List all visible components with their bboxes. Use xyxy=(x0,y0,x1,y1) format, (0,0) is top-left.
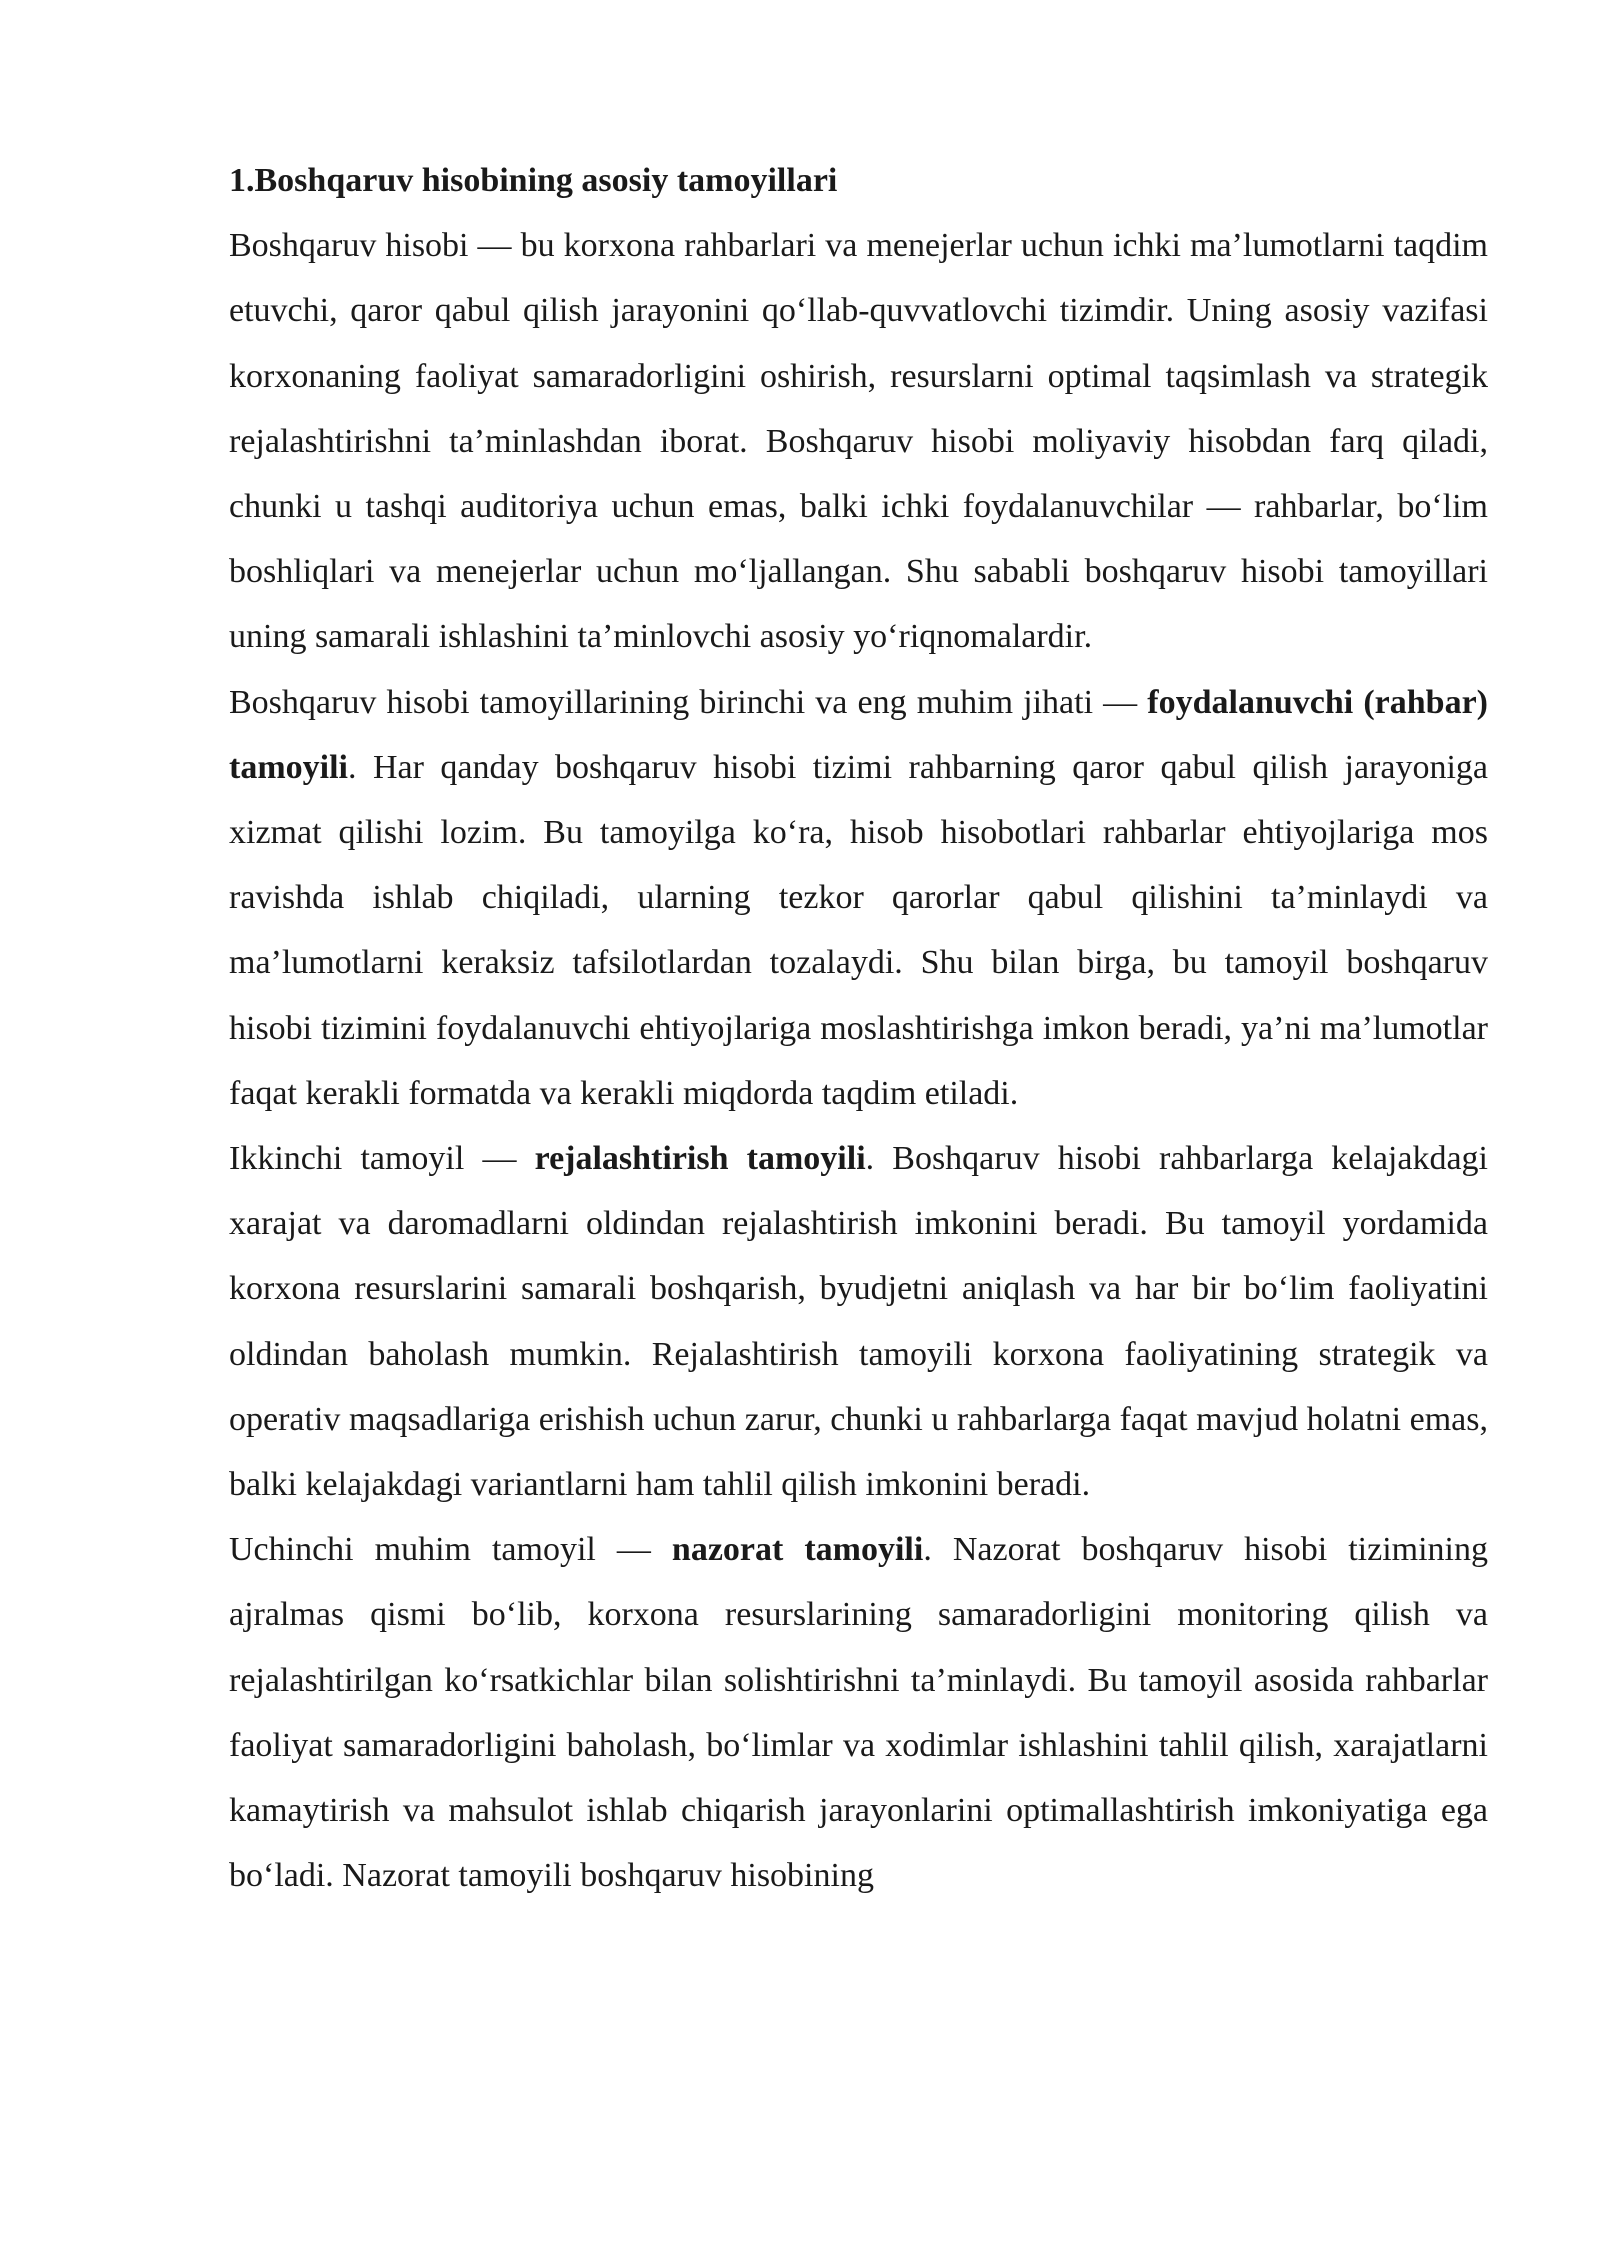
bold-term: rejalashtirish tamoyili xyxy=(534,1140,866,1178)
paragraph-text: Uchinchi muhim tamoyil — xyxy=(229,1531,672,1569)
paragraph-user-principle xyxy=(229,670,1488,1126)
paragraph-text: Boshqaruv hisobi tamoyillarining birinchi va eng muhim jihati — xyxy=(229,683,1148,721)
paragraph-control-principle xyxy=(229,1517,1488,1908)
section-heading: 1.Boshqaruv hisobining asosiy tamoyillari xyxy=(229,162,838,199)
paragraph-text: Boshqaruv hisobi — bu korxona rahbarlari va menejerlar uchun ichki ma’lumotlarni taqdim etuvchi, qaror qabul qilish jarayonini qo‘llab-quvvatlovchi tizimdir. Uning asosiy vazifasi korxonaning faoliyat samaradorligini oshirish, resurslarni optimal taqsimlash va strategik rejalashtirishni ta’minlashdan iborat. Boshqaruv hisobi moliyaviy hisobdan farq qiladi, chunki u tashqi auditoriya uchun emas, balki ichki foydalanuvchilar — rahbarlar, bo‘lim boshliqlari va menejerlar uchun mo‘ljallangan. Shu sababli boshqaruv hisobi tamoyillari uning samarali ishlashini ta’minlovchi asosiy yo‘riqnomalardir. xyxy=(229,227,1488,656)
document-page xyxy=(229,148,1488,1908)
paragraph-planning-principle xyxy=(229,1126,1488,1517)
bold-term: nazorat tamoyili xyxy=(671,1531,924,1569)
paragraph-intro xyxy=(229,213,1488,669)
paragraph-text: Ikkinchi tamoyil — xyxy=(229,1140,535,1178)
bold-term: foydalanuvchi (rahbar) tamoyili xyxy=(229,683,1488,786)
paragraph-text: . Nazorat boshqaruv hisobi tizimining ajralmas qismi bo‘lib, korxona resurslarining samaradorligini monitoring qilish va rejalashtirilgan ko‘rsatkichlar bilan solishtirishni ta’minlaydi. Bu tamoyil asosida rahbarlar faoliyat samaradorligini baholash, bo‘limlar va xodimlar ishlashini tahlil qilish, xarajatlarni kamaytirish va mahsulot ishlab chiqarish jarayonlarini optimallashtirish imkoniyatiga ega bo‘ladi. Nazorat tamoyili boshqaruv hisobining xyxy=(229,1531,1489,1895)
paragraph-text: . Boshqaruv hisobi rahbarlarga kelajakdagi xarajat va daromadlarni oldindan rejalashtirish imkonini beradi. Bu tamoyil yordamida korxona resurslarini samarali boshqarish, byudjetni aniqlash va har bir bo‘lim faoliyatini oldindan baholash mumkin. Rejalashtirish tamoyili korxona faoliyatining strategik va operativ maqsadlariga erishish uchun zarur, chunki u rahbarlarga faqat mavjud holatni emas, balki kelajakdagi variantlarni ham tahlil qilish imkonini beradi. xyxy=(229,1140,1488,1504)
paragraph-text: . Har qanday boshqaruv hisobi tizimi rahbarning qaror qabul qilish jarayoniga xizmat qilishi lozim. Bu tamoyilga ko‘ra, hisob hisobotlari rahbarlar ehtiyojlariga mos ravishda ishlab chiqiladi, ularning tezkor qarorlar qabul qilishini ta’minlaydi va ma’lumotlarni keraksiz tafsilotlardan tozalaydi. Shu bilan birga, bu tamoyil boshqaruv hisobi tizimini foydalanuvchi ehtiyojlariga moslashtirishga imkon beradi, ya’ni ma’lumotlar faqat kerakli formatda va kerakli miqdorda taqdim etiladi. xyxy=(229,748,1488,1112)
